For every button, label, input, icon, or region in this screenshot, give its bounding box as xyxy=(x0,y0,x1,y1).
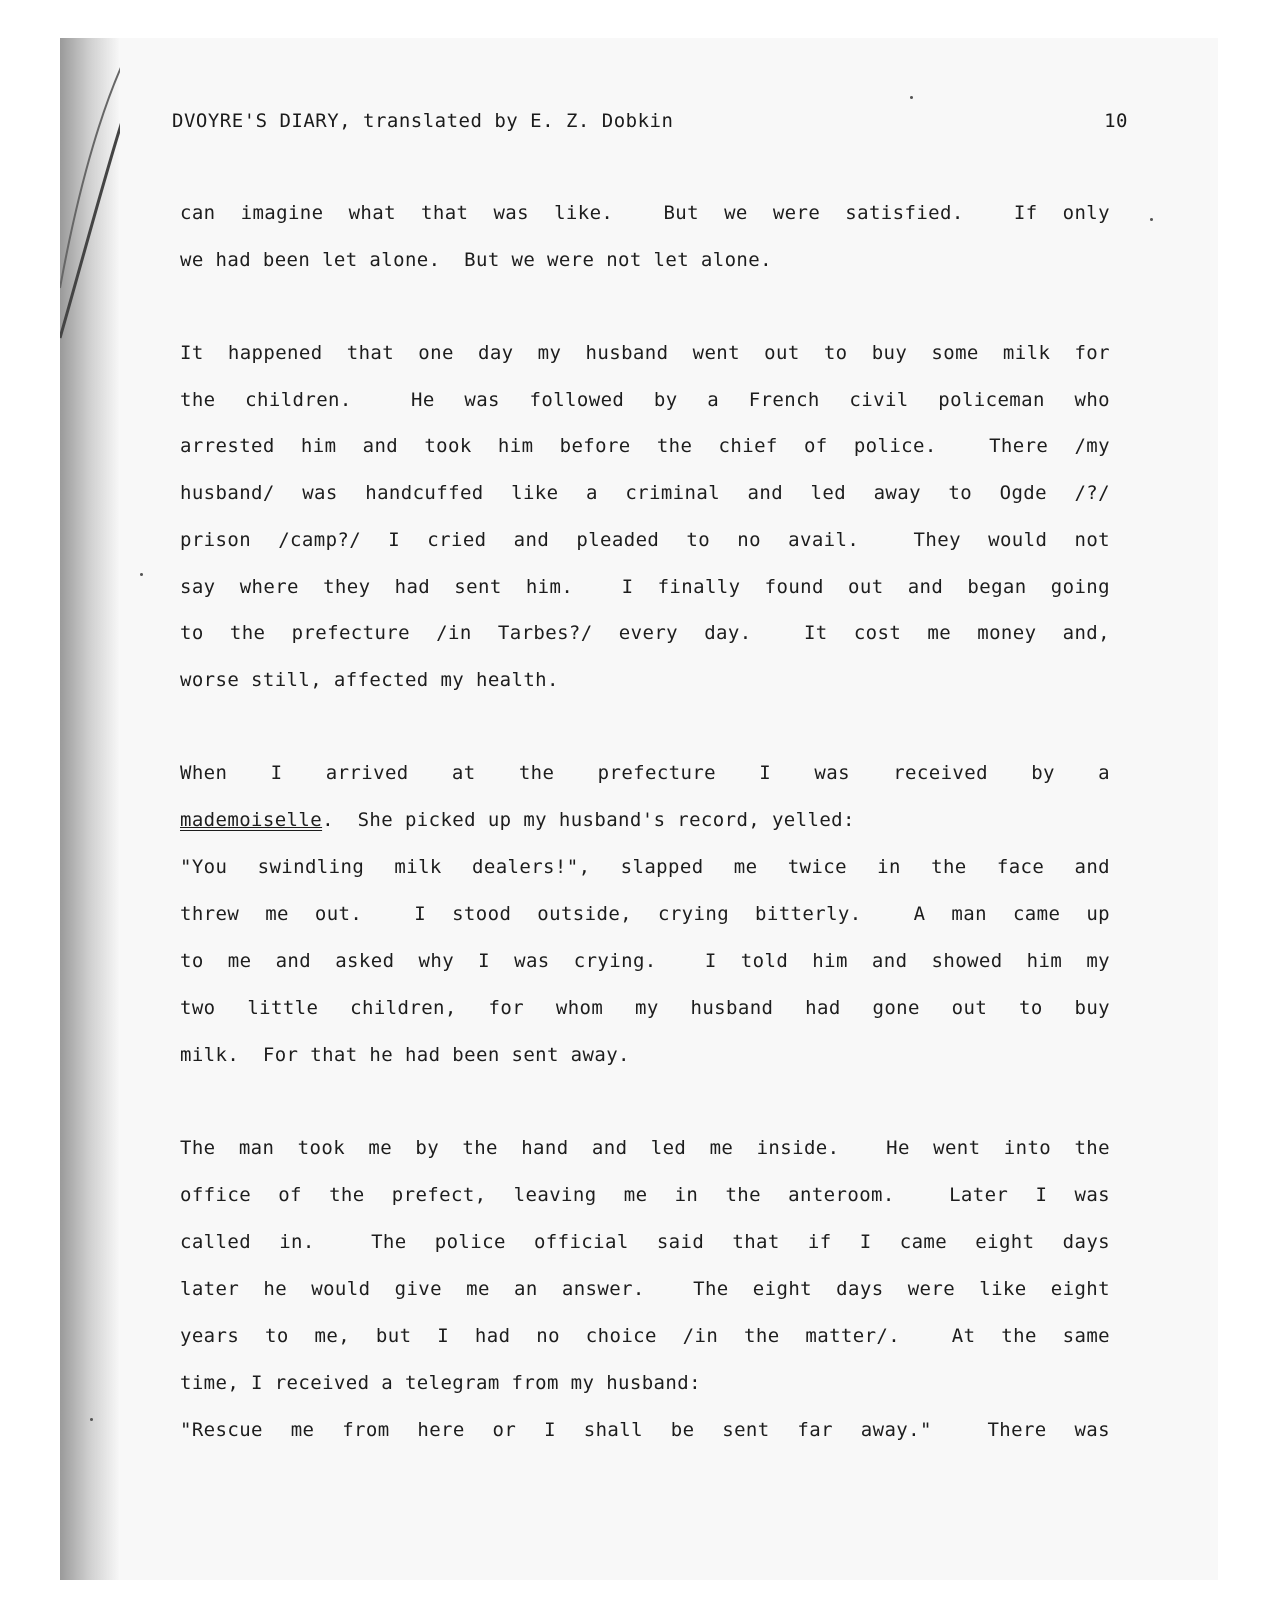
text-line: the children. He was followed by a French civil policeman who xyxy=(180,389,1110,411)
text-line: to me and asked why I was crying. I told him and showed him my xyxy=(180,950,1110,972)
document-title: DVOYRE'S DIARY, translated by E. Z. Dobkin xyxy=(172,110,674,132)
text-line: called in. The police official said that if I came eight days xyxy=(180,1231,1110,1253)
text-line: When I arrived at the prefecture I was received by a xyxy=(180,762,1110,784)
text-line: "Rescue me from here or I shall be sent far away." There was xyxy=(180,1419,1110,1441)
text-line: mademoiselle. She picked up my husband's record, yelled: xyxy=(180,809,855,831)
text-line: years to me, but I had no choice /in the matter/. At the same xyxy=(180,1325,1110,1347)
scan-speck xyxy=(1150,218,1153,221)
scan-speck xyxy=(90,1418,93,1421)
text-line: "You swindling milk dealers!", slapped me twice in the face and xyxy=(180,856,1110,878)
text-line: office of the prefect, leaving me in the anteroom. Later I was xyxy=(180,1184,1110,1206)
page-fold-shadow xyxy=(60,38,120,1580)
text-line: milk. For that he had been sent away. xyxy=(180,1044,630,1066)
text-line: threw me out. I stood outside, crying bitterly. A man came up xyxy=(180,903,1110,925)
text-line: The man took me by the hand and led me inside. He went into the xyxy=(180,1137,1110,1159)
text-line: say where they had sent him. I finally found out and began going xyxy=(180,576,1110,598)
text-line: can imagine what that was like. But we were satisfied. If only xyxy=(180,202,1110,224)
text-line: we had been let alone. But we were not let alone. xyxy=(180,249,772,271)
text-line: arrested him and took him before the chief of police. There /my xyxy=(180,435,1110,457)
scanned-page xyxy=(60,38,1218,1580)
text-line: worse still, affected my health. xyxy=(180,669,559,691)
page-number: 10 xyxy=(1104,110,1128,132)
text-line: husband/ was handcuffed like a criminal and led away to Ogde /?/ xyxy=(180,482,1110,504)
page-header xyxy=(172,110,1128,140)
text-line: to the prefecture /in Tarbes?/ every day. It cost me money and, xyxy=(180,622,1110,644)
text-line: prison /camp?/ I cried and pleaded to no avail. They would not xyxy=(180,529,1110,551)
scan-speck xyxy=(910,96,913,99)
underlined-word: mademoiselle xyxy=(180,809,323,831)
text-line: later he would give me an answer. The eight days were like eight xyxy=(180,1278,1110,1300)
bleed-through xyxy=(178,93,1118,187)
scan-speck xyxy=(140,573,143,576)
text-line: two little children, for whom my husband had gone out to buy xyxy=(180,997,1110,1019)
text-line: time, I received a telegram from my husband: xyxy=(180,1372,701,1394)
text-line: It happened that one day my husband went out to buy some milk for xyxy=(180,342,1110,364)
